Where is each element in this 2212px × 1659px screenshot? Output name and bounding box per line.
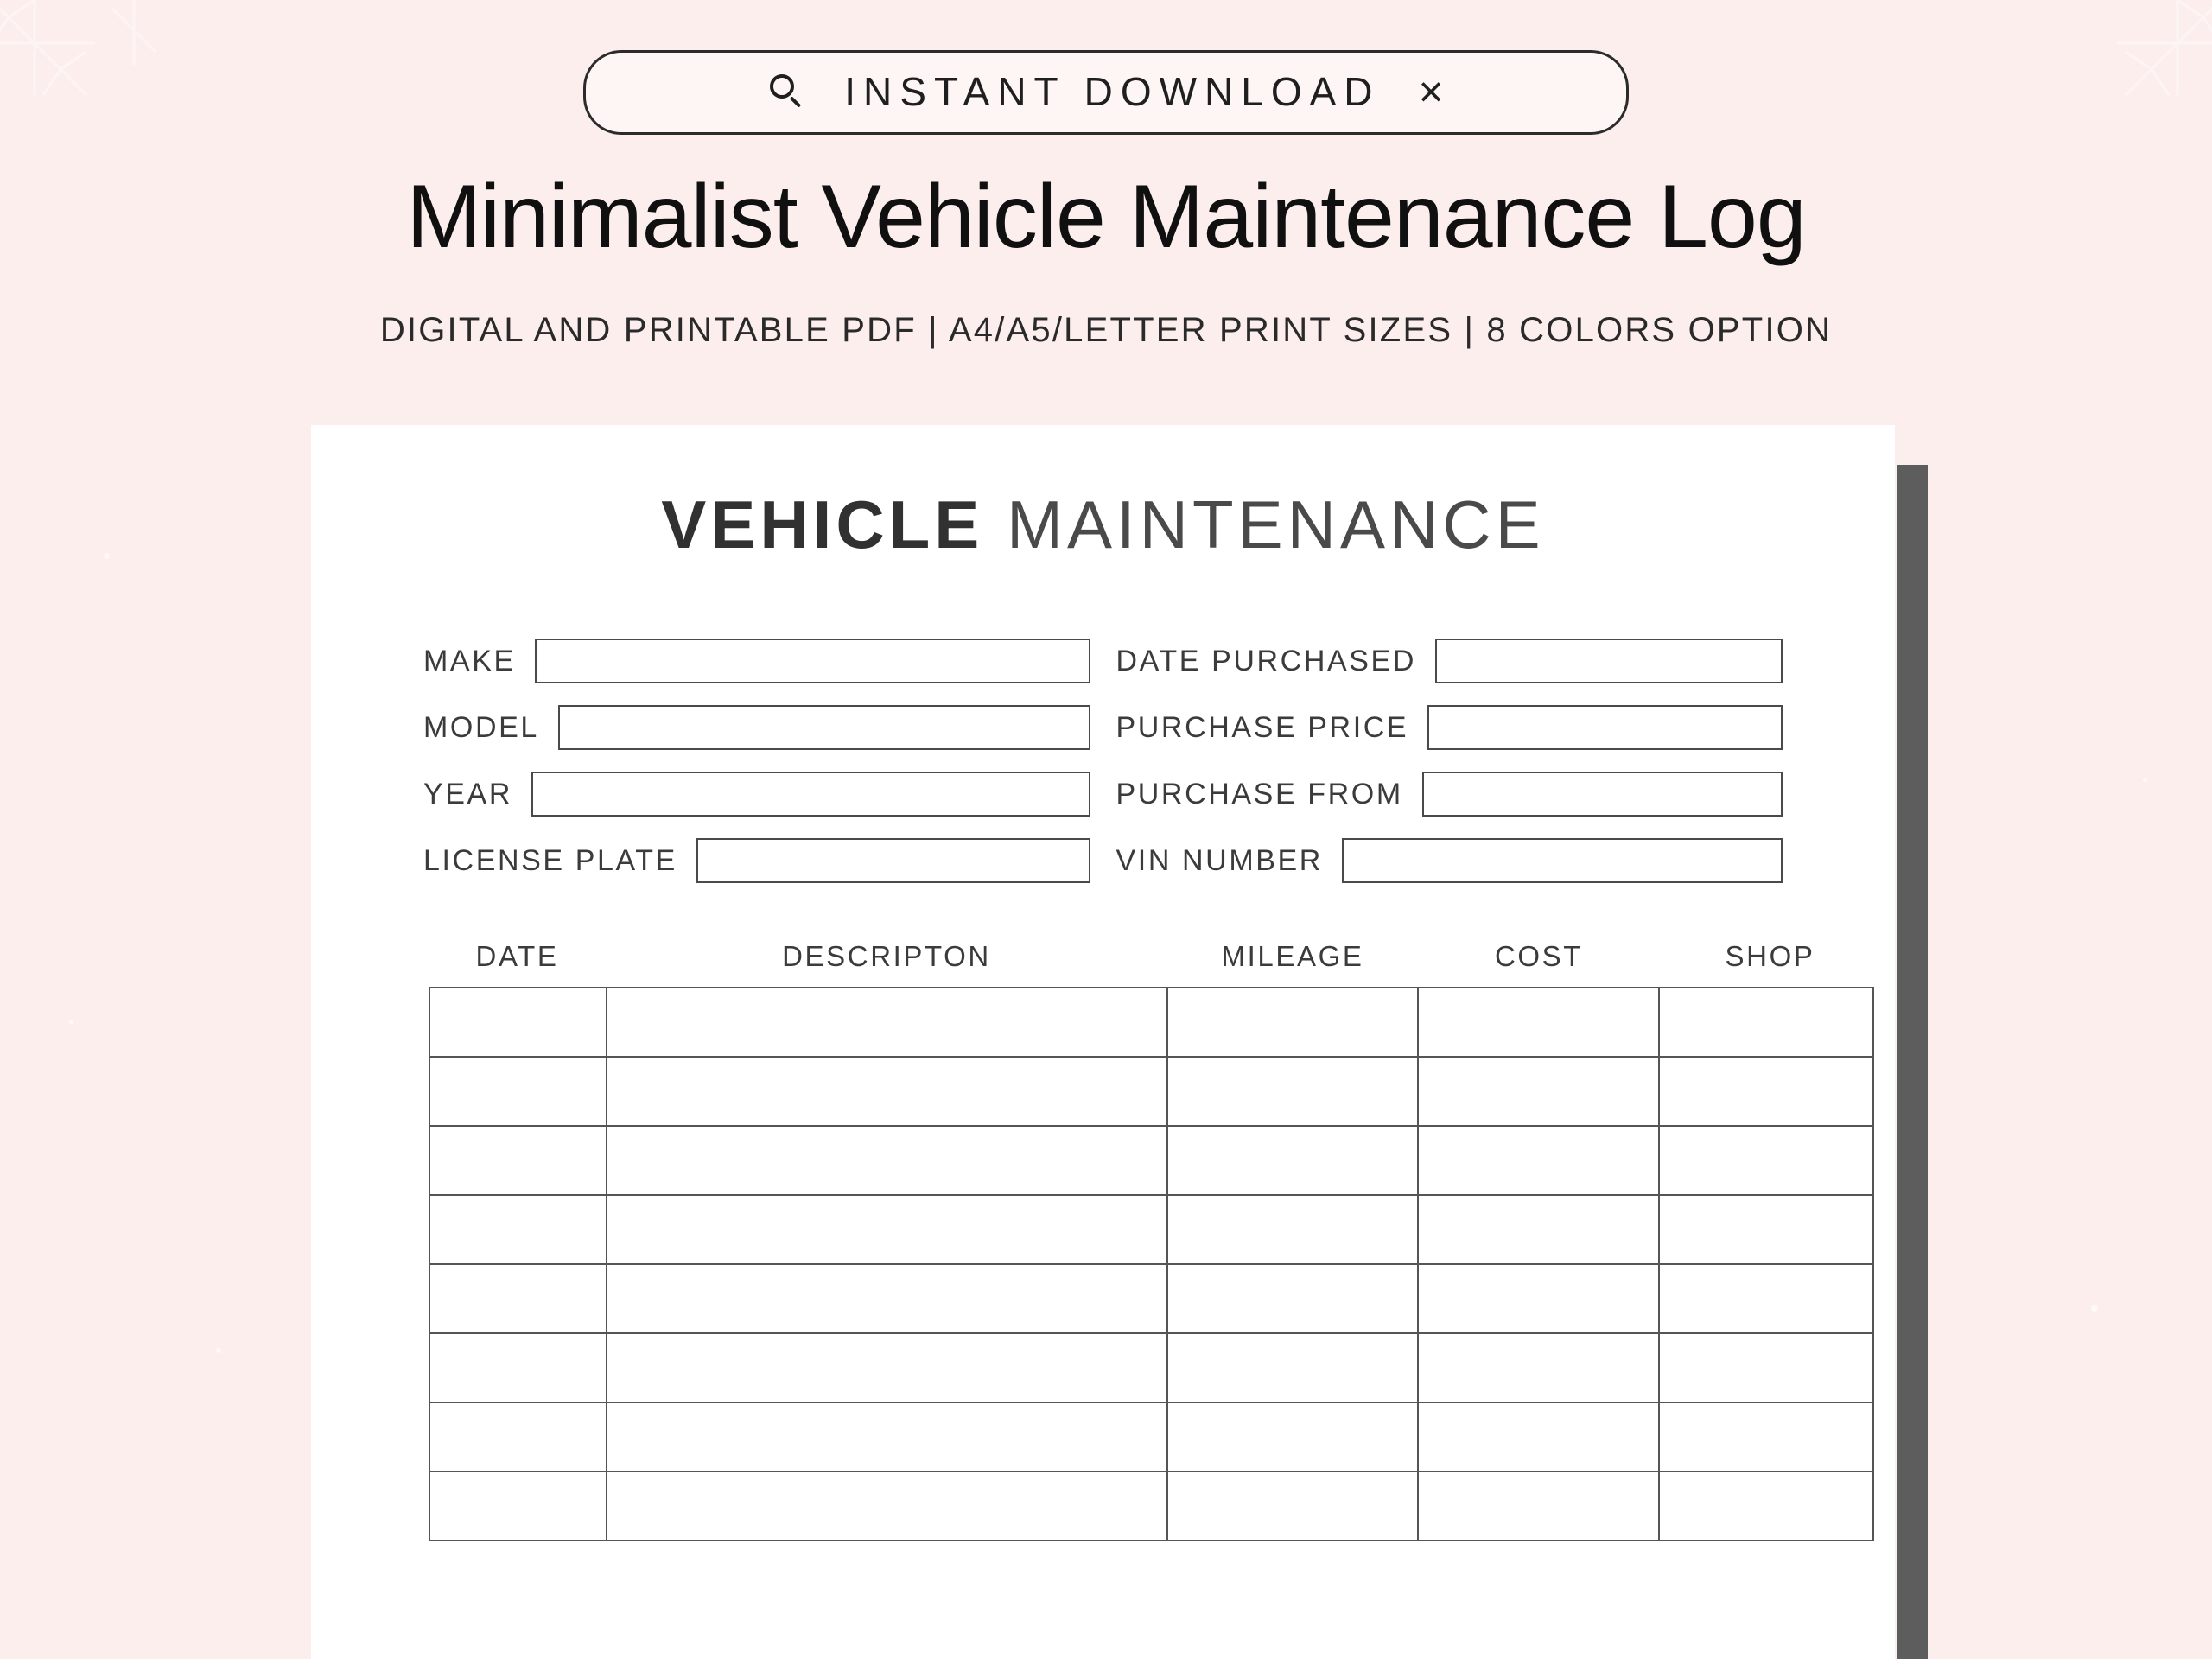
- table-row[interactable]: [429, 1126, 1873, 1195]
- cell-description[interactable]: [607, 988, 1167, 1057]
- cell-date[interactable]: [429, 1057, 607, 1126]
- background-speck: [216, 1348, 221, 1353]
- cell-shop[interactable]: [1659, 1264, 1873, 1333]
- table-row[interactable]: [429, 1471, 1873, 1541]
- field-label: PURCHASE PRICE: [1116, 710, 1409, 744]
- badge-pill[interactable]: [583, 50, 1629, 135]
- column-header-date: DATE: [475, 940, 559, 972]
- page-subtitle: DIGITAL AND PRINTABLE PDF | A4/A5/LETTER PRINT SIZES | 8 COLORS OPTION: [379, 311, 1833, 349]
- cell-date[interactable]: [429, 1402, 607, 1471]
- field-label: DATE PURCHASED: [1116, 644, 1416, 677]
- cell-description[interactable]: [607, 1057, 1167, 1126]
- field-label: VIN NUMBER: [1116, 843, 1323, 877]
- cell-description[interactable]: [607, 1402, 1167, 1471]
- log-table-header: [429, 940, 1815, 973]
- cell-description[interactable]: [607, 1126, 1167, 1195]
- cell-description[interactable]: [607, 1333, 1167, 1402]
- vin-number-input[interactable]: [1342, 838, 1783, 883]
- background-speck: [69, 1020, 73, 1024]
- cell-cost[interactable]: [1418, 1402, 1660, 1471]
- cell-date[interactable]: [429, 1333, 607, 1402]
- cell-description[interactable]: [607, 1195, 1167, 1264]
- field-date-purchased: [1116, 639, 1783, 683]
- cell-description[interactable]: [607, 1471, 1167, 1541]
- cell-date[interactable]: [429, 1471, 607, 1541]
- close-icon[interactable]: ×: [1418, 67, 1444, 116]
- instant-download-banner: [0, 50, 2212, 135]
- background-speck: [2143, 778, 2147, 782]
- table-row[interactable]: [429, 1402, 1873, 1471]
- cell-shop[interactable]: [1659, 1471, 1873, 1541]
- purchase-from-input[interactable]: [1422, 772, 1783, 817]
- log-table-body: [429, 988, 1873, 1541]
- field-label: MAKE: [423, 644, 516, 677]
- cell-mileage[interactable]: [1167, 1333, 1418, 1402]
- cell-description[interactable]: [607, 1264, 1167, 1333]
- field-purchase-from: [1116, 772, 1783, 817]
- background-speck: [2091, 1305, 2098, 1312]
- cell-cost[interactable]: [1418, 1057, 1660, 1126]
- column-header-cost: COST: [1494, 940, 1584, 972]
- field-purchase-price: [1116, 705, 1783, 750]
- sheet-title: [423, 486, 1783, 564]
- cell-cost[interactable]: [1418, 988, 1660, 1057]
- cell-mileage[interactable]: [1167, 1057, 1418, 1126]
- table-row[interactable]: [429, 1264, 1873, 1333]
- table-row[interactable]: [429, 1333, 1873, 1402]
- cell-cost[interactable]: [1418, 1195, 1660, 1264]
- cell-cost[interactable]: [1418, 1264, 1660, 1333]
- cell-date[interactable]: [429, 988, 607, 1057]
- badge-label: INSTANT DOWNLOAD: [844, 69, 1381, 114]
- field-vin-number: [1116, 838, 1783, 883]
- model-input[interactable]: [558, 705, 1090, 750]
- field-label: LICENSE PLATE: [423, 843, 677, 877]
- cell-mileage[interactable]: [1167, 1264, 1418, 1333]
- field-label: YEAR: [423, 777, 512, 810]
- background-speck: [104, 553, 110, 559]
- cell-cost[interactable]: [1418, 1333, 1660, 1402]
- cell-date[interactable]: [429, 1126, 607, 1195]
- year-input[interactable]: [531, 772, 1090, 817]
- field-label: MODEL: [423, 710, 539, 744]
- column-header-mileage: MILEAGE: [1221, 940, 1364, 972]
- sheet-title-bold: VEHICLE: [661, 486, 984, 563]
- maintenance-log-table: [429, 987, 1874, 1541]
- cell-date[interactable]: [429, 1264, 607, 1333]
- table-row[interactable]: [429, 1057, 1873, 1126]
- sheet-shadow: [1897, 465, 1928, 1659]
- cell-mileage[interactable]: [1167, 1471, 1418, 1541]
- license-plate-input[interactable]: [696, 838, 1090, 883]
- column-header-description: DESCRIPTON: [782, 940, 991, 972]
- cell-shop[interactable]: [1659, 1057, 1873, 1126]
- field-license-plate: [423, 838, 1090, 883]
- field-model: [423, 705, 1090, 750]
- cell-mileage[interactable]: [1167, 1126, 1418, 1195]
- cell-mileage[interactable]: [1167, 1402, 1418, 1471]
- cell-date[interactable]: [429, 1195, 607, 1264]
- cell-shop[interactable]: [1659, 1195, 1873, 1264]
- table-row[interactable]: [429, 1195, 1873, 1264]
- field-make: [423, 639, 1090, 683]
- vehicle-info-grid: [423, 639, 1783, 883]
- printable-sheet: [311, 425, 1895, 1659]
- make-input[interactable]: [535, 639, 1090, 683]
- field-label: PURCHASE FROM: [1116, 777, 1403, 810]
- table-row[interactable]: [429, 988, 1873, 1057]
- cell-shop[interactable]: [1659, 988, 1873, 1057]
- cell-mileage[interactable]: [1167, 988, 1418, 1057]
- search-icon: [768, 73, 806, 111]
- purchase-price-input[interactable]: [1427, 705, 1783, 750]
- cell-cost[interactable]: [1418, 1471, 1660, 1541]
- cell-mileage[interactable]: [1167, 1195, 1418, 1264]
- cell-shop[interactable]: [1659, 1402, 1873, 1471]
- field-year: [423, 772, 1090, 817]
- page-title: Minimalist Vehicle Maintenance Log: [406, 167, 1806, 267]
- cell-cost[interactable]: [1418, 1126, 1660, 1195]
- cell-shop[interactable]: [1659, 1333, 1873, 1402]
- sheet-title-light: MAINTENANCE: [1007, 486, 1545, 563]
- date-purchased-input[interactable]: [1435, 639, 1783, 683]
- column-header-shop: SHOP: [1725, 940, 1815, 972]
- cell-shop[interactable]: [1659, 1126, 1873, 1195]
